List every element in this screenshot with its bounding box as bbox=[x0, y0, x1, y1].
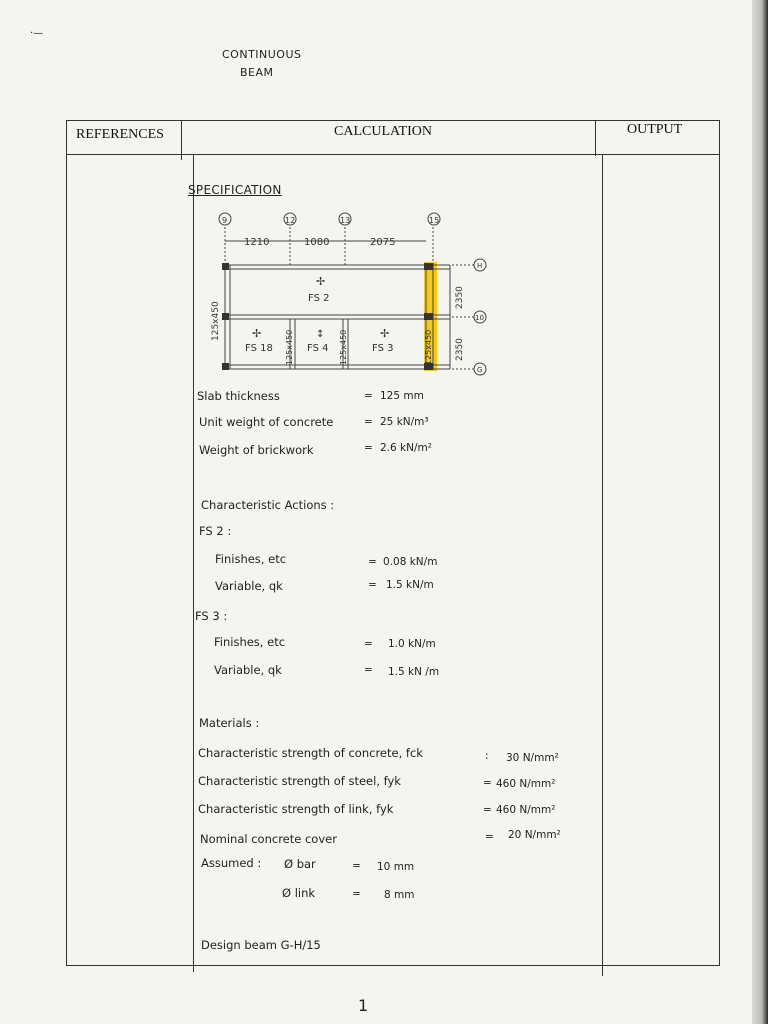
span-arrow-fs4: ↕ bbox=[316, 329, 325, 340]
corner-mark: ·— bbox=[30, 28, 44, 39]
fs2-eq-1: = bbox=[368, 579, 377, 591]
prop-label-2: Weight of brickwork bbox=[199, 443, 314, 457]
material-eq-2: = bbox=[483, 804, 492, 816]
fs2-value-0: 0.08 kN/m bbox=[383, 556, 438, 568]
assumed-link-value: 8 mm bbox=[384, 889, 415, 901]
heading-line-2: BEAM bbox=[240, 66, 274, 79]
material-label-0: Characteristic strength of concrete, fck bbox=[198, 746, 423, 760]
heading-line-1: CONTINUOUS bbox=[222, 48, 302, 61]
material-eq-1: = bbox=[483, 777, 492, 789]
floor-plan-drawing bbox=[200, 205, 495, 380]
material-value-1: 460 N/mm² bbox=[496, 778, 556, 790]
panel-fs2: FS 2 bbox=[308, 293, 330, 304]
column-divider-right bbox=[595, 120, 596, 156]
prop-value-2: 2.6 kN/m² bbox=[380, 442, 432, 454]
prop-eq-2: = bbox=[364, 442, 373, 454]
header-output: OUTPUT bbox=[627, 122, 683, 137]
beam-label-15: 125x450 bbox=[424, 329, 433, 365]
fs2-title: FS 2 : bbox=[199, 524, 232, 538]
prop-label-1: Unit weight of concrete bbox=[199, 415, 334, 429]
right-dim-top: 2350 bbox=[455, 286, 465, 309]
fs3-value-0: 1.0 kN/m bbox=[388, 638, 436, 650]
prop-value-1: 25 kN/m³ bbox=[380, 416, 429, 428]
header-calculation: CALCULATION bbox=[334, 124, 432, 139]
row-label-10: 10 bbox=[475, 314, 484, 322]
span-1080: 1080 bbox=[304, 237, 330, 248]
header-references: REFERENCES bbox=[76, 127, 164, 142]
fs3-eq-1: = bbox=[364, 664, 373, 676]
material-value-0: 30 N/mm² bbox=[506, 752, 559, 764]
grid-label-12: 12 bbox=[285, 216, 296, 225]
prop-eq-0: = bbox=[364, 390, 373, 402]
grid-label-9: 9 bbox=[222, 216, 228, 225]
panel-fs4: FS 4 bbox=[307, 343, 329, 354]
row-label-g: G bbox=[477, 366, 483, 374]
column-divider-right-body bbox=[602, 154, 603, 976]
fs3-label-0: Finishes, etc bbox=[214, 635, 286, 649]
assumed-bar-label: Ø bar bbox=[284, 857, 316, 871]
fs3-value-1: 1.5 kN /m bbox=[388, 666, 440, 678]
assumed-bar-value: 10 mm bbox=[377, 861, 415, 873]
fs3-label-1: Variable, qk bbox=[214, 663, 282, 677]
fs3-title: FS 3 : bbox=[195, 609, 228, 623]
actions-title: Characteristic Actions : bbox=[201, 498, 335, 512]
grid-label-13: 13 bbox=[340, 216, 351, 225]
material-label-1: Characteristic strength of steel, fyk bbox=[198, 774, 401, 788]
material-value-3: 20 N/mm² bbox=[508, 829, 561, 841]
column-divider-left-body bbox=[193, 154, 194, 972]
beam-label-fs4: 125x450 bbox=[339, 329, 348, 365]
assumed-link-label: Ø link bbox=[282, 886, 316, 900]
panel-fs18: FS 18 bbox=[245, 343, 273, 354]
material-eq-0: : bbox=[485, 750, 489, 762]
panel-fs3: FS 3 bbox=[372, 343, 394, 354]
span-arrow-fs2: ✢ bbox=[316, 275, 326, 288]
binder-edge bbox=[752, 0, 768, 1024]
assumed-label: Assumed : bbox=[201, 856, 262, 870]
row-label-h: H bbox=[477, 262, 483, 270]
assumed-bar-eq: = bbox=[352, 860, 361, 872]
material-value-2: 460 N/mm² bbox=[496, 804, 556, 816]
page-number: 1 bbox=[358, 996, 369, 1015]
material-label-2: Characteristic strength of link, fyk bbox=[198, 802, 394, 816]
column-divider-left bbox=[181, 120, 182, 160]
grid-label-15: 15 bbox=[429, 216, 440, 225]
fs2-value-1: 1.5 kN/m bbox=[386, 579, 434, 591]
assumed-link-eq: = bbox=[352, 888, 361, 900]
prop-label-0: Slab thickness bbox=[197, 389, 280, 403]
beam-label-fs18: 125x450 bbox=[285, 329, 294, 365]
material-eq-3: = bbox=[485, 831, 494, 843]
right-dim-bottom: 2350 bbox=[455, 338, 465, 361]
material-label-3: Nominal concrete cover bbox=[200, 832, 337, 846]
fs2-label-0: Finishes, etc bbox=[215, 552, 287, 566]
span-arrow-fs18: ✢ bbox=[252, 327, 262, 340]
span-arrow-fs3: ✢ bbox=[380, 327, 390, 340]
design-line: Design beam G-H/15 bbox=[201, 938, 321, 952]
span-1210: 1210 bbox=[244, 237, 270, 248]
span-2075: 2075 bbox=[370, 237, 396, 248]
materials-title: Materials : bbox=[199, 716, 260, 730]
fs2-eq-0: = bbox=[368, 556, 377, 568]
prop-value-0: 125 mm bbox=[380, 390, 424, 402]
fs2-label-1: Variable, qk bbox=[215, 579, 283, 593]
prop-eq-1: = bbox=[364, 416, 373, 428]
specification-title: SPECIFICATION bbox=[188, 183, 282, 197]
fs3-eq-0: = bbox=[364, 638, 373, 650]
header-divider bbox=[66, 154, 720, 155]
beam-label-left: 125x450 bbox=[211, 301, 221, 341]
